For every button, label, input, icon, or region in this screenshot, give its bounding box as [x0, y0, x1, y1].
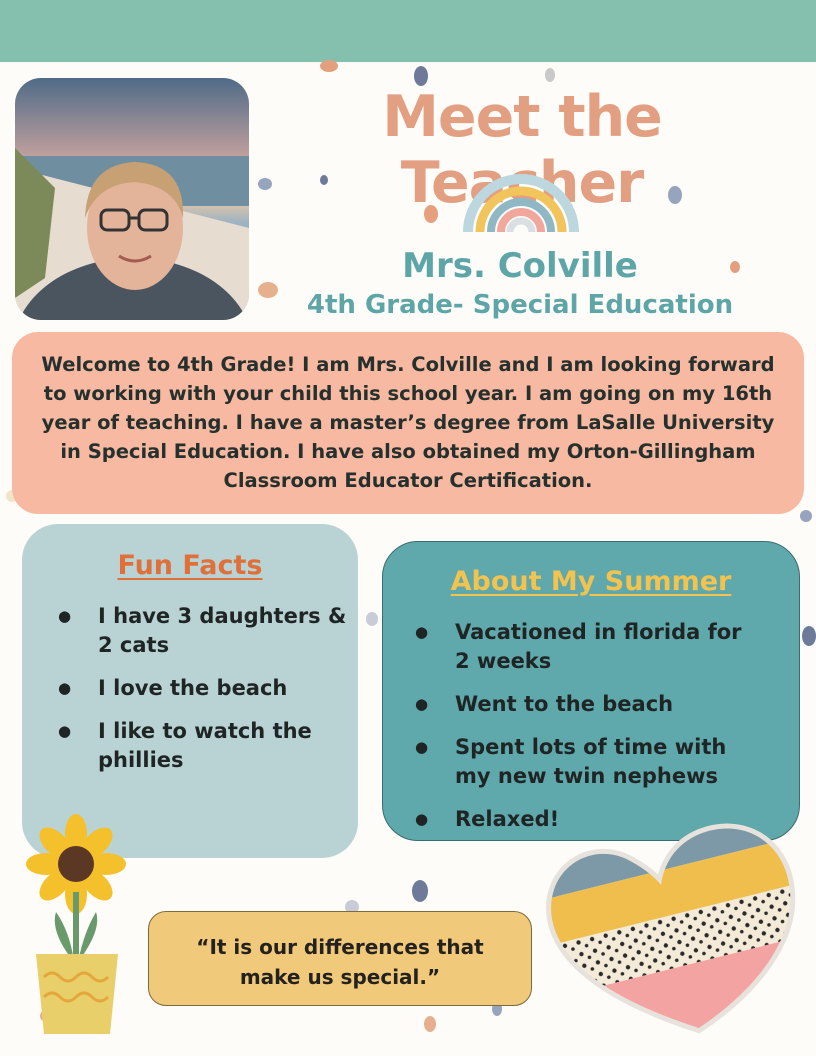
top-banner [0, 0, 816, 62]
list-item: ● I have 3 daughters & 2 cats [58, 602, 348, 660]
teacher-name: Mrs. Colville [402, 246, 638, 286]
list-item: ● I love the beach [58, 674, 348, 703]
teacher-photo [15, 78, 249, 320]
sunflower-icon [22, 812, 132, 1040]
list-item: ● I like to watch the phillies [58, 717, 348, 775]
quote-box: “It is our differences that make us special.” [148, 911, 532, 1006]
list-item: ● Relaxed! [415, 805, 745, 834]
heart-icon [546, 818, 810, 1048]
rainbow-icon [462, 148, 580, 236]
page-title: Meet the Teacher [382, 84, 662, 216]
grade-subtitle: 4th Grade- Special Education [306, 290, 734, 320]
list-item: ● Vacationed in florida for 2 weeks [415, 618, 745, 676]
fun-facts-list [58, 602, 348, 789]
list-item: ● Spent lots of time with my new twin nephews [415, 733, 745, 791]
fun-facts-title: Fun Facts [117, 550, 263, 581]
summer-card [382, 541, 800, 841]
summer-title: About My Summer [450, 566, 732, 597]
summer-list [415, 618, 745, 848]
list-item: ● Went to the beach [415, 690, 745, 719]
fun-facts-card [22, 524, 358, 858]
welcome-message: Welcome to 4th Grade! I am Mrs. Colville and I am looking forward to working with your child this school year. I am going on my 16th year of teaching. I have a master’s degree from LaSalle University in Special Education. I have also obtained my Orton-Gillingham Classroom Educator Certification. [12, 332, 804, 514]
